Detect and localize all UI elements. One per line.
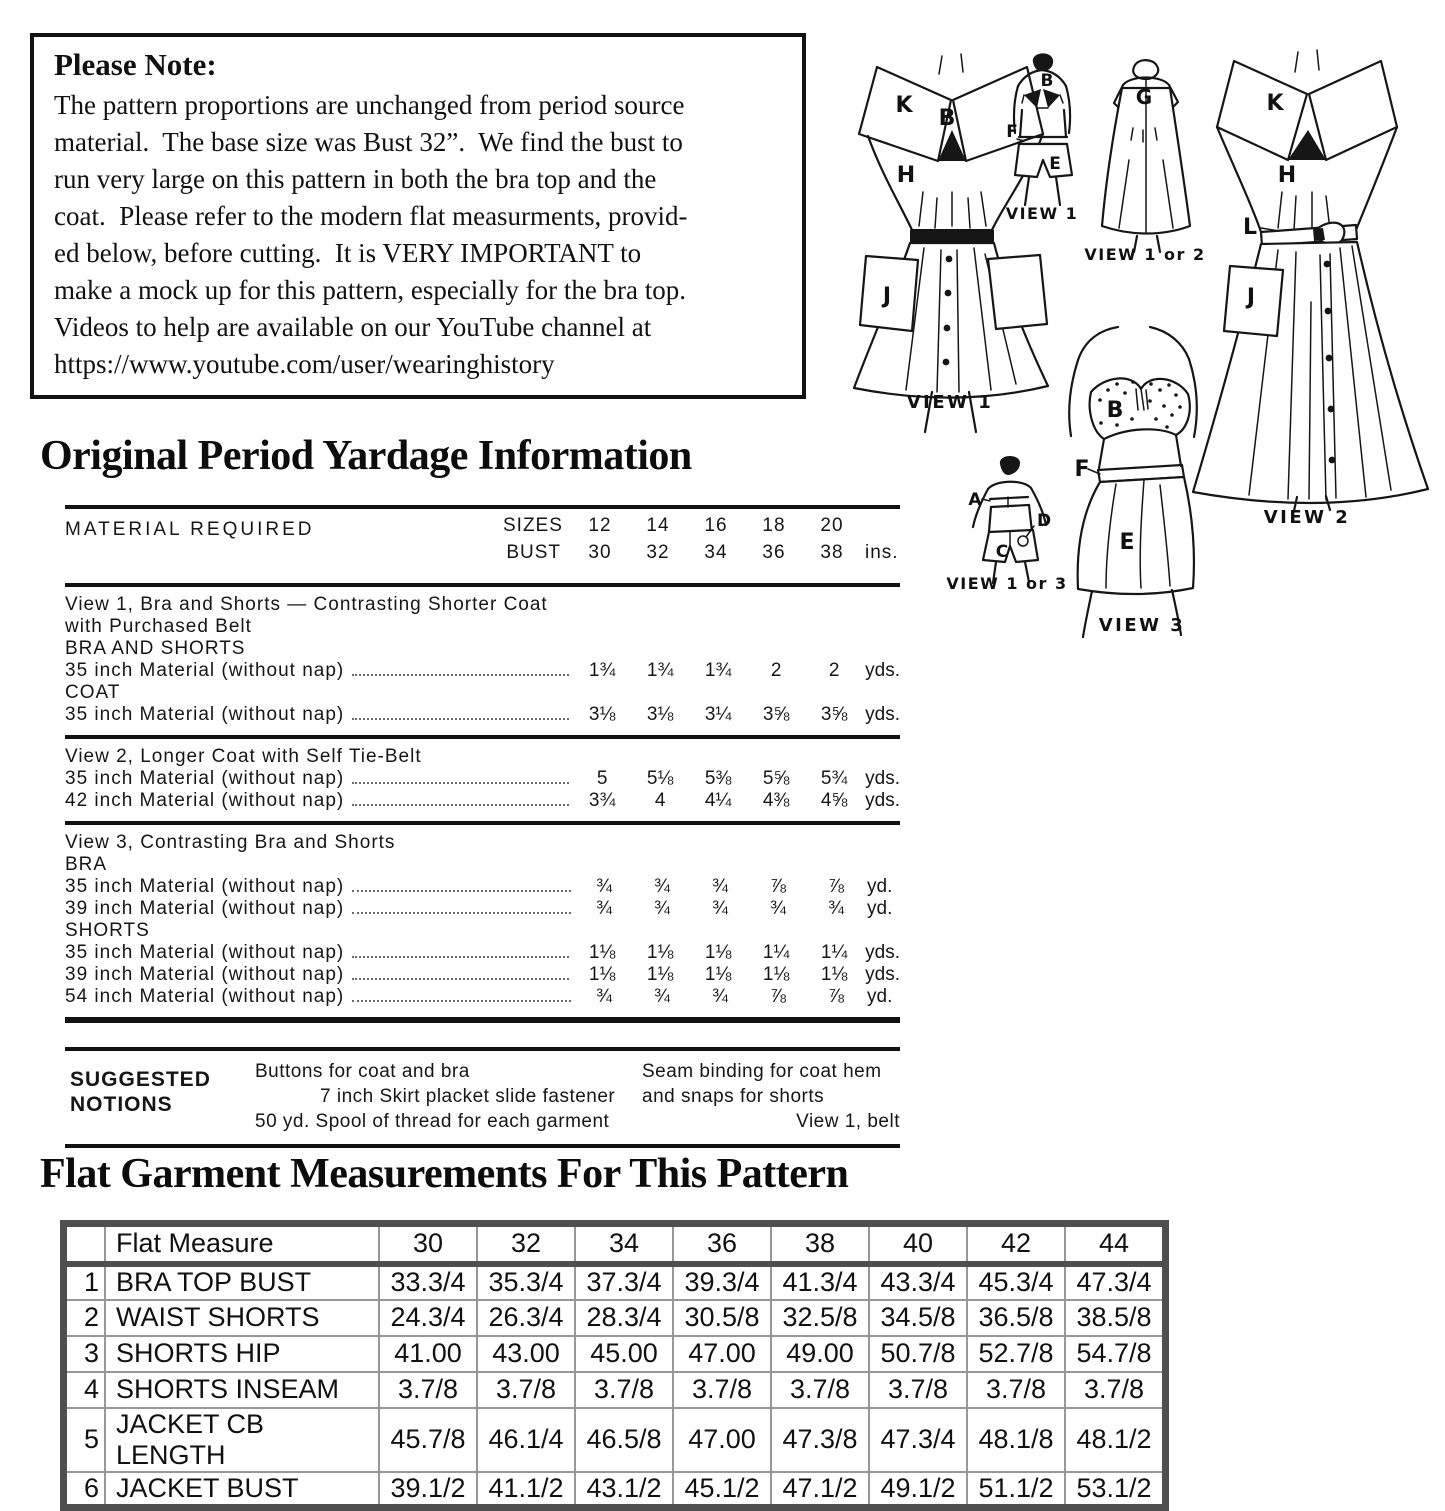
yardage-value: ¾ (712, 876, 728, 897)
yardage-sections (65, 587, 900, 1023)
flat-value: 3.7/8 (967, 1372, 1065, 1408)
figure-caption: VIEW 2 (1263, 507, 1351, 528)
yardage-value: 3⅛ (646, 704, 674, 725)
yardage-unit: yd. (867, 986, 893, 1007)
yardage-section (65, 739, 900, 825)
flat-value: 3.7/8 (869, 1372, 967, 1408)
yardage-heading: Original Period Yardage Information (40, 433, 692, 479)
yardage-value: 5⅜ (704, 768, 732, 789)
flat-measurements-table (60, 1220, 1169, 1511)
flat-value: 3.7/8 (673, 1372, 771, 1408)
yardage-value: ¾ (712, 986, 728, 1007)
yardage-value: 1⅛ (646, 942, 674, 963)
yardage-section-title: with Purchased Belt (65, 616, 252, 637)
yardage-table-header (65, 509, 900, 583)
yardage-value: 2 (770, 660, 782, 681)
flat-row-label: JACKET CB LENGTH (105, 1408, 379, 1472)
flat-value: 30.5/8 (673, 1300, 771, 1336)
figure-caption: VIEW 3 (1098, 615, 1186, 636)
flat-row-label: BRA TOP BUST (105, 1264, 379, 1300)
yardage-unit: yd. (867, 876, 893, 897)
dotted-leader (352, 1000, 571, 1002)
sizes-label: SIZES (503, 515, 563, 536)
flat-value: 47.1/2 (771, 1472, 869, 1508)
flat-value: 41.1/2 (477, 1472, 575, 1508)
flat-value: 3.7/8 (575, 1372, 673, 1408)
flat-value: 49.00 (771, 1336, 869, 1372)
yardage-row-label: 39 inch Material (without nap) (65, 964, 345, 985)
notion-item: View 1, belt (796, 1111, 900, 1132)
yardage-row-label: 54 inch Material (without nap) (65, 986, 345, 1007)
garment-piece-letter: F (1006, 122, 1018, 142)
flat-value: 48.1/8 (967, 1408, 1065, 1472)
yardage-row-label: 35 inch Material (without nap) (65, 768, 345, 789)
yardage-row (65, 876, 900, 898)
flat-row (64, 1472, 1166, 1508)
yardage-value: ⅞ (770, 876, 786, 897)
flat-value: 45.7/8 (379, 1408, 477, 1472)
flat-value: 3.7/8 (379, 1372, 477, 1408)
flat-header-row (64, 1224, 1166, 1264)
yardage-value: 5⅛ (646, 768, 674, 789)
notions-row (255, 1059, 900, 1084)
yardage-value: 1⅛ (646, 964, 674, 985)
suggested-notions-label-line: NOTIONS (70, 1093, 173, 1116)
pattern-illustrations (820, 40, 1445, 665)
flat-row-number: 4 (64, 1372, 106, 1408)
yardage-value: 3⅛ (588, 704, 616, 725)
dotted-leader (352, 782, 569, 784)
flat-value: 35.3/4 (477, 1264, 575, 1300)
garment-piece-letter: E (1049, 154, 1061, 174)
flat-value: 3.7/8 (1065, 1372, 1166, 1408)
flat-value: 51.1/2 (967, 1472, 1065, 1508)
flat-value: 47.3/4 (1065, 1264, 1166, 1300)
yardage-value: 1⅛ (588, 964, 616, 985)
garment-piece-letter: K (1266, 91, 1284, 116)
yardage-row-label: 35 inch Material (without nap) (65, 876, 345, 897)
flat-value: 53.1/2 (1065, 1472, 1166, 1508)
yardage-value: 4 (654, 790, 666, 811)
figure-caption: VIEW 1 or 2 (1084, 245, 1206, 264)
flat-value: 26.3/4 (477, 1300, 575, 1336)
yardage-unit: yds. (865, 660, 900, 681)
yardage-unit: yds. (865, 790, 900, 811)
garment-piece-letter: G (1135, 85, 1153, 109)
flat-value: 52.7/8 (967, 1336, 1065, 1372)
yardage-value: 3¼ (704, 704, 732, 725)
flat-row-number: 2 (64, 1300, 106, 1336)
yardage-section-title: View 3, Contrasting Bra and Shorts (65, 832, 396, 853)
yardage-value: 3⅝ (762, 704, 790, 725)
yardage-unit: yds. (865, 964, 900, 985)
garment-piece-letter: A (968, 490, 982, 510)
note-line: material. The base size was Bust 32”. We find the bust to (54, 127, 683, 157)
yardage-value: 1¼ (820, 942, 848, 963)
dotted-leader (352, 890, 571, 892)
yardage-value: 1¾ (588, 660, 616, 681)
note-line: coat. Please refer to the modern flat measurments, provid- (54, 201, 688, 231)
yardage-row-label: 39 inch Material (without nap) (65, 898, 345, 919)
notion-item: Seam binding for coat hem (642, 1061, 882, 1082)
bust-value: 34 (704, 542, 728, 563)
yardage-value: 1⅛ (588, 942, 616, 963)
note-body (54, 87, 782, 383)
garment-piece-letter: B (1040, 71, 1054, 91)
figure-caption: VIEW 1 or 3 (946, 574, 1068, 593)
flat-header-cell: 30 (379, 1224, 477, 1264)
garment-piece-letter: E (1119, 530, 1135, 555)
yardage-section-title: View 1, Bra and Shorts — Contrasting Shorter Coat (65, 594, 548, 615)
yardage-row (65, 660, 900, 682)
bust-value: 30 (588, 542, 612, 563)
notion-item: and snaps for shorts (642, 1086, 825, 1107)
flat-header-cell: 38 (771, 1224, 869, 1264)
dotted-leader (352, 718, 569, 720)
size-value: 14 (646, 515, 670, 536)
flat-row-label: WAIST SHORTS (105, 1300, 379, 1336)
flat-value: 36.5/8 (967, 1300, 1065, 1336)
notion-item: 7 inch Skirt placket slide fastener (320, 1086, 616, 1107)
yardage-value: 5¾ (820, 768, 848, 789)
flat-value: 3.7/8 (771, 1372, 869, 1408)
please-note-title: Please Note: (54, 47, 217, 82)
yardage-value: 4¼ (704, 790, 732, 811)
flat-measurements-heading: Flat Garment Measurements For This Pattern (40, 1151, 849, 1197)
flat-value: 47.3/8 (771, 1408, 869, 1472)
flat-value: 45.1/2 (673, 1472, 771, 1508)
notion-item: Buttons for coat and bra (255, 1061, 470, 1082)
flat-value: 46.5/8 (575, 1408, 673, 1472)
bust-value: 36 (762, 542, 786, 563)
flat-row-number: 5 (64, 1408, 106, 1472)
garment-piece-letter: L (1242, 215, 1258, 240)
bust-label: BUST (506, 542, 561, 563)
flat-header-cell: Flat Measure (105, 1224, 379, 1264)
yardage-row (65, 704, 900, 726)
yardage-row (65, 898, 900, 920)
yardage-row (65, 964, 900, 986)
flat-row (64, 1372, 1166, 1408)
garment-piece-letter: J (882, 284, 892, 309)
yardage-value: ⅞ (828, 986, 844, 1007)
notion-item: 50 yd. Spool of thread for each garment (255, 1111, 610, 1132)
yardage-value: 1⅛ (704, 942, 732, 963)
flat-value: 45.3/4 (967, 1264, 1065, 1300)
flat-table (60, 1220, 1169, 1511)
note-line: https://www.youtube.com/user/wearinghistory (54, 349, 555, 379)
material-required-label: MATERIAL REQUIRED (65, 519, 315, 540)
yardage-value: 3¾ (588, 790, 616, 811)
garment-piece-letter: K (895, 93, 913, 118)
flat-value: 43.1/2 (575, 1472, 673, 1508)
flat-header-cell: 32 (477, 1224, 575, 1264)
yardage-value: ¾ (828, 898, 844, 919)
figure-view1or3-back (946, 456, 1067, 593)
yardage-unit: yds. (865, 704, 900, 725)
flat-value: 47.00 (673, 1408, 771, 1472)
garment-piece-letter: H (896, 163, 916, 188)
yardage-unit: yds. (865, 768, 900, 789)
note-line: The pattern proportions are unchanged from period source (54, 90, 685, 120)
yardage-value: ⅞ (770, 986, 786, 1007)
yardage-value: ¾ (654, 986, 670, 1007)
flat-value: 43.00 (477, 1336, 575, 1372)
bust-value: 32 (646, 542, 670, 563)
yardage-value: 1⅛ (820, 964, 848, 985)
garment-piece-letter: F (1074, 457, 1090, 482)
bust-value: 38 (820, 542, 844, 563)
inches-unit-label: ins. (865, 542, 899, 563)
yardage-value: 1⅛ (762, 964, 790, 985)
suggested-notions-label-line: SUGGESTED (70, 1068, 211, 1091)
please-note-box (30, 33, 806, 399)
yardage-value: 4⅜ (762, 790, 790, 811)
note-line: Videos to help are available on our YouTube channel at (54, 312, 652, 342)
flat-header-cell: 36 (673, 1224, 771, 1264)
figure-caption: VIEW 1 (1005, 204, 1079, 223)
flat-value: 28.3/4 (575, 1300, 673, 1336)
size-value: 16 (704, 515, 728, 536)
yardage-row (65, 942, 900, 964)
notions-rows (255, 1059, 900, 1134)
flat-row-label: SHORTS HIP (105, 1336, 379, 1372)
yardage-row-label: 35 inch Material (without nap) (65, 704, 345, 725)
flat-row-number: 3 (64, 1336, 106, 1372)
yardage-value: 1⅛ (704, 964, 732, 985)
flat-value: 45.00 (575, 1336, 673, 1372)
flat-row-number: 6 (64, 1472, 106, 1508)
notions-row (255, 1109, 900, 1134)
note-line: make a mock up for this pattern, especially for the bra top. (54, 275, 687, 305)
flat-value: 39.1/2 (379, 1472, 477, 1508)
flat-value: 47.00 (673, 1336, 771, 1372)
figure-caption: VIEW 1 (906, 392, 994, 413)
yardage-row (65, 986, 900, 1008)
yardage-section (65, 825, 900, 1023)
flat-row (64, 1300, 1166, 1336)
flat-value: 32.5/8 (771, 1300, 869, 1336)
garment-piece-letter: B (938, 106, 956, 131)
figure-view2 (1193, 50, 1428, 528)
figure-view1-front (854, 54, 1048, 432)
flat-value: 37.3/4 (575, 1264, 673, 1300)
yardage-value: 1¼ (762, 942, 790, 963)
yardage-value: ⅞ (828, 876, 844, 897)
spacer (861, 515, 905, 542)
yardage-group-name: BRA AND SHORTS (65, 638, 246, 659)
size-value: 20 (820, 515, 844, 536)
yardage-unit: yds. (865, 942, 900, 963)
dotted-leader (352, 956, 569, 958)
figure-view3 (1069, 327, 1196, 637)
yardage-value: ¾ (770, 898, 786, 919)
dotted-leader (352, 804, 569, 806)
note-line: run very large on this pattern in both the bra top and the (54, 164, 657, 194)
yardage-unit: yd. (867, 898, 893, 919)
flat-row (64, 1264, 1166, 1300)
flat-row (64, 1408, 1166, 1472)
flat-value: 3.7/8 (477, 1372, 575, 1408)
yardage-section-title: View 2, Longer Coat with Self Tie-Belt (65, 746, 422, 767)
suggested-notions (65, 1047, 900, 1148)
flat-value: 47.3/4 (869, 1408, 967, 1472)
garment-piece-letter: J (1246, 285, 1256, 310)
garment-piece-letter: C (995, 542, 1009, 562)
yardage-group-name: COAT (65, 682, 121, 703)
notions-row (255, 1084, 900, 1109)
yardage-value: ¾ (654, 876, 670, 897)
flat-header-cell: 34 (575, 1224, 673, 1264)
yardage-row-label: 35 inch Material (without nap) (65, 942, 345, 963)
flat-value: 24.3/4 (379, 1300, 477, 1336)
yardage-value: 5⅝ (762, 768, 790, 789)
yardage-value: ¾ (596, 986, 612, 1007)
size-value: 12 (588, 515, 612, 536)
garment-piece-letter: D (1036, 511, 1052, 531)
garment-piece-letter: B (1106, 398, 1124, 423)
flat-value: 34.5/8 (869, 1300, 967, 1336)
yardage-group-name: SHORTS (65, 920, 150, 941)
yardage-row (65, 790, 900, 812)
sizes-header (503, 515, 905, 569)
flat-value: 41.3/4 (771, 1264, 869, 1300)
dotted-leader (352, 912, 571, 914)
yardage-value: ¾ (712, 898, 728, 919)
dotted-leader (352, 674, 569, 676)
suggested-notions-label (70, 1067, 211, 1117)
flat-row (64, 1336, 1166, 1372)
dotted-leader (352, 978, 569, 980)
yardage-value: 1¾ (646, 660, 674, 681)
size-value: 18 (762, 515, 786, 536)
yardage-value: 2 (828, 660, 840, 681)
flat-value: 43.3/4 (869, 1264, 967, 1300)
flat-header-cell: 44 (1065, 1224, 1166, 1264)
yardage-section (65, 587, 900, 739)
yardage-value: 1¾ (704, 660, 732, 681)
yardage-group-name: BRA (65, 854, 108, 875)
flat-row-label: SHORTS INSEAM (105, 1372, 379, 1408)
flat-header-cell: 42 (967, 1224, 1065, 1264)
flat-body (64, 1264, 1166, 1508)
figure-view1or2-back (1084, 60, 1205, 264)
yardage-row-label: 35 inch Material (without nap) (65, 660, 345, 681)
yardage-value: 5 (596, 768, 608, 789)
flat-row-label: JACKET BUST (105, 1472, 379, 1508)
yardage-value: ¾ (654, 898, 670, 919)
flat-value: 54.7/8 (1065, 1336, 1166, 1372)
yardage-value: ¾ (596, 898, 612, 919)
yardage-table (65, 505, 900, 1148)
yardage-value: ¾ (596, 876, 612, 897)
yardage-row (65, 768, 900, 790)
note-line: ed below, before cutting. It is VERY IMPORTANT to (54, 238, 642, 268)
garment-piece-letter: H (1277, 163, 1297, 188)
flat-value: 38.5/8 (1065, 1300, 1166, 1336)
yardage-value: 3⅝ (820, 704, 848, 725)
flat-row-number: 1 (64, 1264, 106, 1300)
flat-value: 39.3/4 (673, 1264, 771, 1300)
flat-value: 46.1/4 (477, 1408, 575, 1472)
flat-value: 41.00 (379, 1336, 477, 1372)
yardage-value: 4⅝ (820, 790, 848, 811)
yardage-row-label: 42 inch Material (without nap) (65, 790, 345, 811)
flat-value: 49.1/2 (869, 1472, 967, 1508)
flat-header-cell (64, 1224, 106, 1264)
flat-value: 33.3/4 (379, 1264, 477, 1300)
flat-header-cell: 40 (869, 1224, 967, 1264)
flat-value: 48.1/2 (1065, 1408, 1166, 1472)
flat-value: 50.7/8 (869, 1336, 967, 1372)
